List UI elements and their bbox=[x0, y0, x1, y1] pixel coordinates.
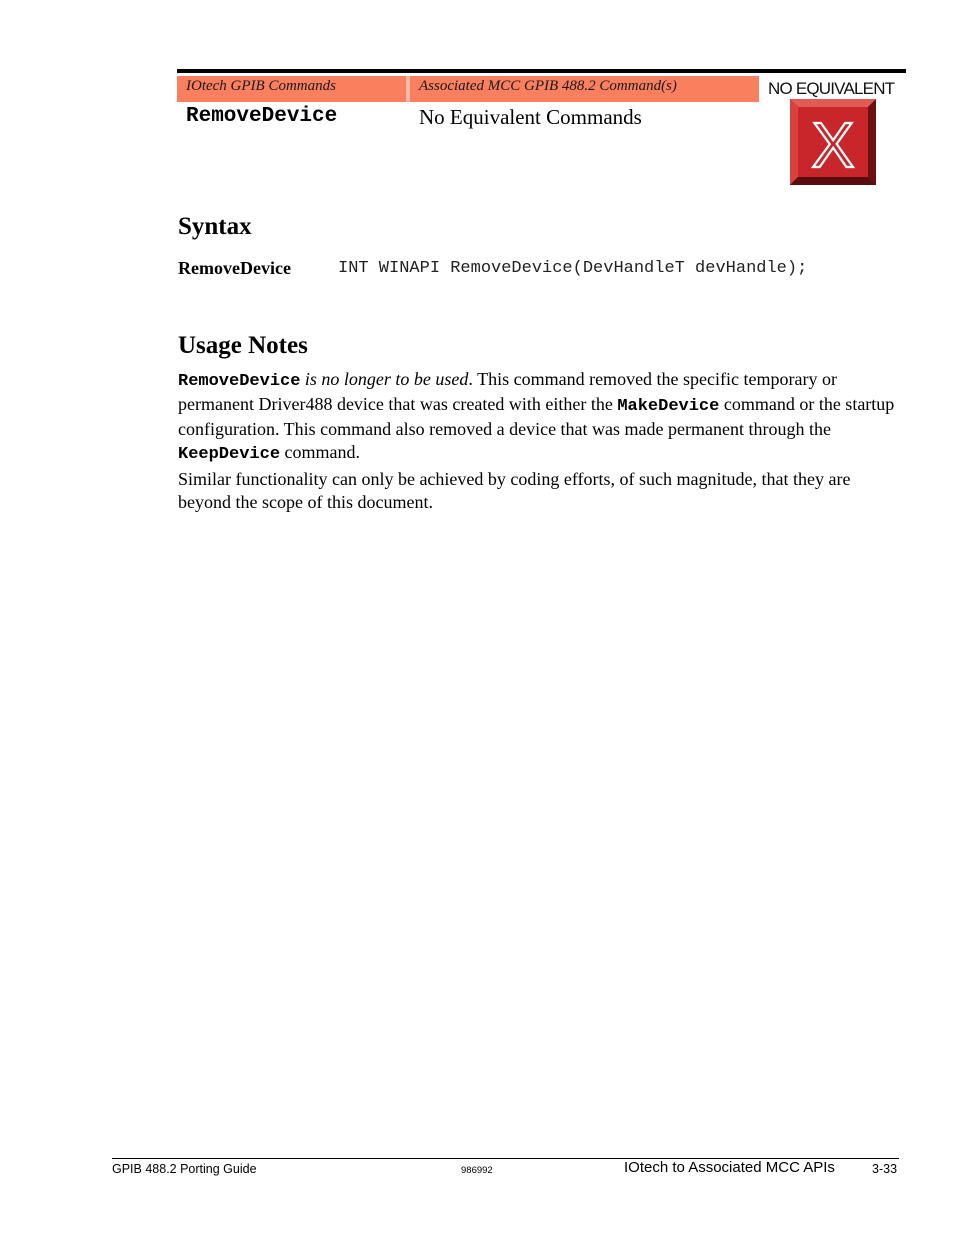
header-col-iotech: IOtech GPIB Commands bbox=[177, 76, 406, 102]
footer-section-title: IOtech to Associated MCC APIs bbox=[624, 1159, 835, 1176]
footer-doc-number: 986992 bbox=[461, 1165, 493, 1176]
syntax-label: RemoveDevice bbox=[178, 258, 291, 278]
usage-text-3: command. bbox=[280, 442, 361, 462]
usage-paragraph-1 bbox=[178, 368, 898, 466]
code-makedevice: MakeDevice bbox=[617, 397, 720, 416]
usage-italic: is no longer to be used bbox=[304, 369, 469, 389]
syntax-code: INT WINAPI RemoveDevice(DevHandleT devHandle); bbox=[338, 259, 808, 278]
syntax-heading: Syntax bbox=[178, 213, 252, 240]
no-equivalent-label: NO EQUIVALENT bbox=[768, 79, 895, 98]
header-col-mcc: Associated MCC GPIB 488.2 Command(s) bbox=[410, 76, 759, 102]
footer-guide-title: GPIB 488.2 Porting Guide bbox=[112, 1162, 257, 1176]
usage-heading: Usage Notes bbox=[178, 332, 308, 359]
header-top-rule bbox=[177, 69, 906, 73]
command-equivalent: No Equivalent Commands bbox=[419, 105, 642, 129]
x-mark-icon bbox=[790, 99, 876, 185]
code-keepdevice: KeepDevice bbox=[178, 445, 281, 464]
code-removedevice: RemoveDevice bbox=[178, 372, 301, 391]
svg-text:X: X bbox=[811, 109, 855, 181]
command-name: RemoveDevice bbox=[186, 105, 338, 128]
footer-page-number: 3-33 bbox=[872, 1162, 898, 1176]
usage-paragraph-2: Similar functionality can only be achieved by coding efforts, of such magnitude, that they are beyond the scope of this document. bbox=[178, 469, 851, 512]
usage-text-1: . This command removed the specific temporary or permanent Driver488 device that was created with either the bbox=[178, 369, 837, 414]
usage-text-2: command or the startup configuration. This command also removed a device that was made permanent through the bbox=[178, 394, 895, 439]
